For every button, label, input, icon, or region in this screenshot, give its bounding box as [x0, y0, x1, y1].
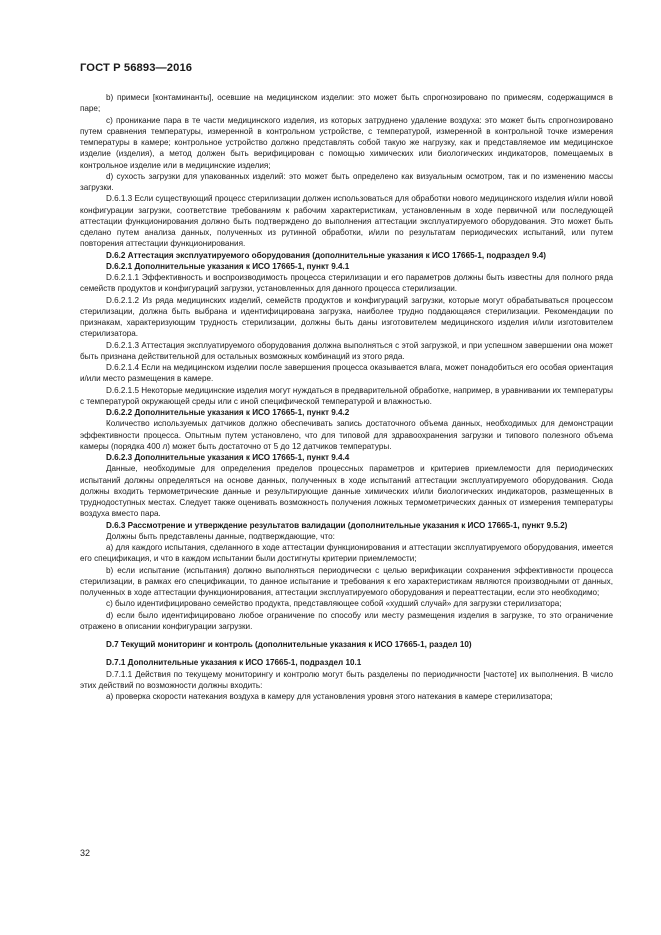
section-heading: D.6.3 Рассмотрение и утверждение результатов валидации (дополнительные указания к ИСО 17665-1, пункт 9.5.2) — [106, 520, 568, 530]
paragraph: D.6.2.1.3 Аттестация эксплуатируемого оборудования должна выполняться с этой загрузкой, и при успешном завершении она может быть признана действительной для остальных возможных комбинаций из этого ряда. — [80, 340, 613, 361]
section-heading: D.7 Текущий мониторинг и контроль (дополнительные указания к ИСО 17665-1, раздел 10) — [106, 640, 472, 649]
section-heading: D.7.1 Дополнительные указания к ИСО 17665-1, подраздел 10.1 — [106, 658, 362, 668]
paragraph: D.6.1.3 Если существующий процесс стерилизации должен использоваться для обработки нового медицинского изделия и/или новой конфигурации загрузки, соответствие требованиям к рабочим характеристикам, установленным в ходе первичной или последующей аттестации функционирования должно быть подтверждено до выполнения аттестации эксплуатируемого оборудования. Это может быть сделано путем анализа данных, полученных из рутинной обработки, и/или по результатам периодических испытаний, или путем повторения аттестации функционирования. — [80, 194, 613, 249]
section-heading: D.6.2 Аттестация эксплуатируемого оборудования (дополнительные указания к ИСО 17665-1, подраздел 9.4) — [106, 250, 546, 260]
paragraph: D.6.2.1.5 Некоторые медицинские изделия могут нуждаться в предварительной обработке, например, в уравнивании их температуры с температурой окружающей среды или с иной специфической температурой и влажностью. — [80, 385, 613, 406]
paragraph: d) если было идентифицировано любое ограничение по способу или месту размещения изделия в загрузке, то это ограничение отражено в описании конфигурации загрузки. — [80, 610, 613, 631]
document-header: ГОСТ Р 56893—2016 — [80, 62, 193, 74]
paragraph: D.6.2.1.1 Эффективность и воспроизводимость процесса стерилизации и его параметров должны быть известны для полного ряда семейств продуктов и конфигураций загрузки, установленных для данного процесса стерилизации. — [80, 273, 613, 294]
paragraph-gap — [80, 632, 613, 639]
paragraph: D.6.2.1.4 Если на медицинском изделии после завершения процесса оказывается влага, может понадобиться его особая ориентация и/или место размещения в камере. — [80, 363, 613, 384]
paragraph: a) для каждого испытания, сделанного в ходе аттестации функционирования и аттестации эксплуатируемого оборудования, имеется его спецификация, и что в каждом испытании были достигнуты критерии приемлемости; — [80, 543, 613, 564]
paragraph: c) было идентифицировано семейство продукта, представляющее собой «худший случай» для загрузки стерилизатора; — [106, 599, 562, 609]
paragraph-gap — [80, 650, 613, 657]
paragraph: b) если испытание (испытания) должно выполняться периодически с целью верификации сохранения эффективности процесса стерилизации, в рамках его спецификации, то данное испытание и требования к его характеристикам являются производными от данных, полученных в ходе аттестации функционирования, аттестации эксплуатируемого оборудования и переаттестации, если это необходимо; — [80, 565, 613, 597]
paragraph: Данные, необходимые для определения пределов процессных параметров и критериев приемлемости для периодических испытаний должны определяться на основе данных, полученных в ходе испытаний аттестации эксплуатируемого оборудования. Сюда должны входить термометрические данные и результирующие данные химических и/или биологических индикаторов, размещенных в труднодоступных местах. Следует также оценивать возможность получения ложных термометрических данных от измерения температуры воздуха вместо пара. — [80, 464, 613, 519]
paragraph: D.6.2.1.2 Из ряда медицинских изделий, семейств продуктов и конфигураций загрузки, которые могут обрабатываться процессом стерилизации, должна быть выбрана и идентифицирована загрузка, наиболее трудно поддающаяся стерилизации. Рекомендации по признакам, характеризующим трудность стерилизации, должны быть даны изготовителем медицинского изделия и/или изготовителем стерилизатора. — [80, 295, 613, 339]
document-body — [80, 92, 613, 702]
paragraph: b) примеси [контаминанты], осевшие на медицинском изделии: это может быть спрогнозировано по примесям, содержащимся в паре; — [80, 93, 613, 114]
section-heading: D.6.2.2 Дополнительные указания к ИСО 17665-1, пункт 9.4.2 — [106, 408, 350, 417]
paragraph: c) проникание пара в те части медицинского изделия, из которых затруднено удаление воздуха: это может быть спрогнозировано путем сравнения температуры, измеренной в контрольном устройстве, с температурой, измеренной в контрольной точке измерения температуры в камере; контрольное устройство должно представлять собой такую же нагрузку, как и представляемое им медицинское изделие (изделия), а метод должен быть верифицирован с помощью химических или биологических индикаторов, помещаемых в контрольное изделие или в медицинские изделия; — [80, 115, 613, 170]
section-heading: D.6.2.3 Дополнительные указания к ИСО 17665-1, пункт 9.4.4 — [106, 453, 350, 462]
paragraph: Должны быть представлены данные, подтверждающие, что: — [106, 531, 335, 541]
section-heading: D.6.2.1 Дополнительные указания к ИСО 17665-1, пункт 9.4.1 — [106, 261, 350, 271]
paragraph: a) проверка скорости натекания воздуха в камеру для установления уровня этого натекания в камере стерилизатора; — [106, 692, 553, 701]
paragraph: Количество используемых датчиков должно обеспечивать запись достаточного объема данных, необходимых для демонстрации эффективности процесса. Опытным путем установлено, что для типовой для здравоохранения загрузки и типового полезного объема камеры (порядка 400 л) может быть достаточно от 5 до 12 датчиков температуры. — [80, 419, 613, 451]
page-number: 32 — [80, 848, 91, 858]
paragraph: d) сухость загрузки для упакованных изделий: это может быть определено как визуальным осмотром, так и по изменению массы загрузки. — [80, 171, 613, 192]
paragraph: D.7.1.1 Действия по текущему мониторингу и контролю могут быть разделены по периодичности [частоте] их выполнения. В число этих действий по возможности должны входить: — [80, 669, 613, 690]
